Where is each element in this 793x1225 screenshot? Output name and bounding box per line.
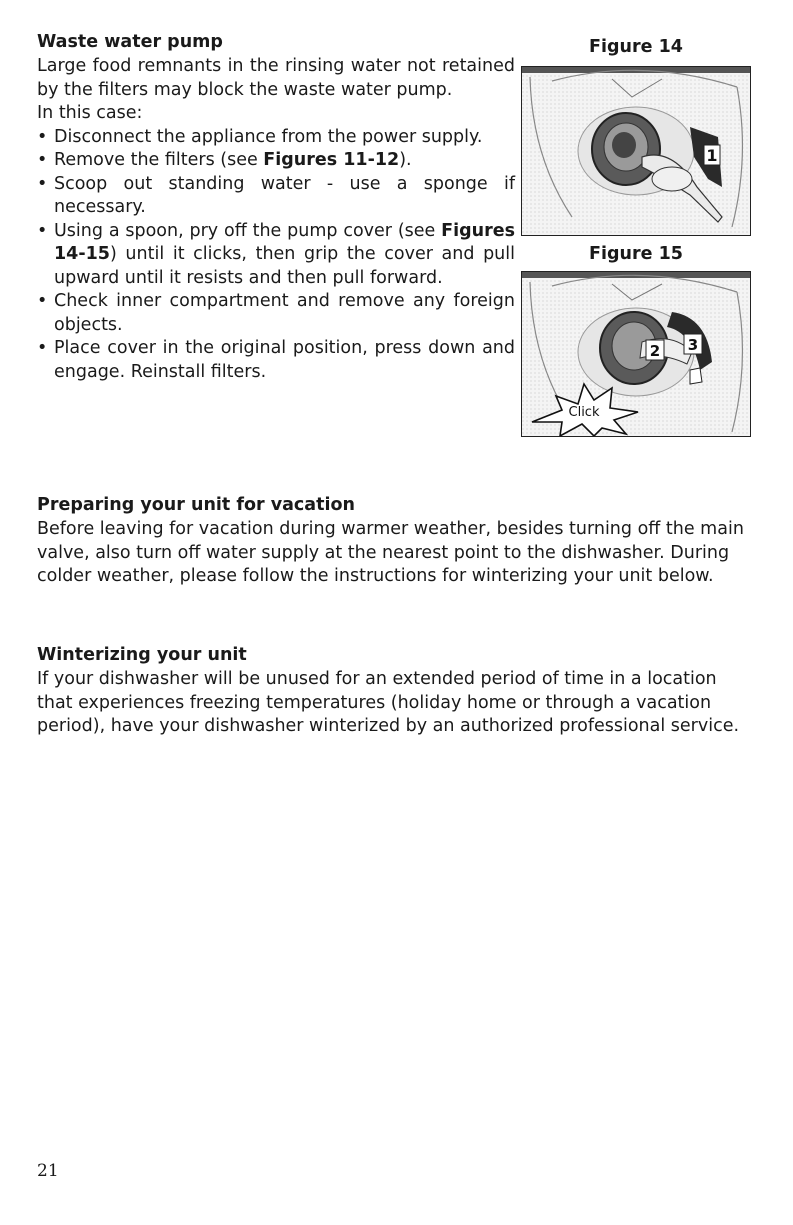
figure-15-title: Figure 15 bbox=[589, 244, 683, 264]
winterizing-section bbox=[37, 643, 755, 739]
step-1-label: 1 bbox=[706, 146, 718, 165]
waste-water-pump-section bbox=[37, 30, 515, 384]
vacation-section bbox=[37, 493, 755, 589]
pump-step: • Scoop out standing water - use a sponge if necessary. bbox=[37, 173, 515, 220]
waste-water-pump-heading: Waste water pump bbox=[37, 32, 223, 52]
step-3-label: 3 bbox=[687, 336, 699, 354]
winterizing-body: If your dishwasher will be unused for an extended period of time in a location that experiences freezing temperatures (holiday home or through a vacation period), have your dishwasher winterized by an authorized professional service. bbox=[37, 669, 740, 736]
vacation-body: Before leaving for vacation during warmer weather, besides turning off the main valve, also turn off water supply at the nearest point to the dishwasher. During colder weather, please follow the instructions for winterizing your unit below. bbox=[37, 519, 744, 586]
pump-step: • Remove the filters (see Figures 11-12). bbox=[37, 149, 515, 173]
figure-14-illustration bbox=[521, 66, 751, 236]
vacation-heading: Preparing your unit for vacation bbox=[37, 495, 355, 515]
figure-reference: Figures 14-15 bbox=[54, 220, 515, 264]
waste-water-pump-intro: Large food remnants in the rinsing water not retained by the filters may block the waste water pump. bbox=[37, 56, 515, 100]
step-2-label: 2 bbox=[649, 342, 661, 360]
page-number: 21 bbox=[37, 1161, 59, 1181]
in-this-case-label: In this case: bbox=[37, 103, 143, 123]
click-label: Click bbox=[568, 405, 600, 420]
winterizing-heading: Winterizing your unit bbox=[37, 645, 247, 665]
figure-14-title: Figure 14 bbox=[589, 37, 683, 57]
pump-step: • Disconnect the appliance from the power supply. bbox=[37, 126, 515, 150]
figure-reference: Figures 11-12 bbox=[263, 150, 400, 170]
pump-steps-list bbox=[37, 126, 515, 385]
pump-step: • Place cover in the original position, press down and engage. Reinstall filters. bbox=[37, 337, 515, 384]
pump-step: • Check inner compartment and remove any foreign objects. bbox=[37, 290, 515, 337]
pump-step: • Using a spoon, pry off the pump cover (see Figures 14-15) until it clicks, then grip the cover and pull upward until it resists and then pull forward. bbox=[37, 220, 515, 291]
figure-15-illustration bbox=[521, 271, 751, 437]
